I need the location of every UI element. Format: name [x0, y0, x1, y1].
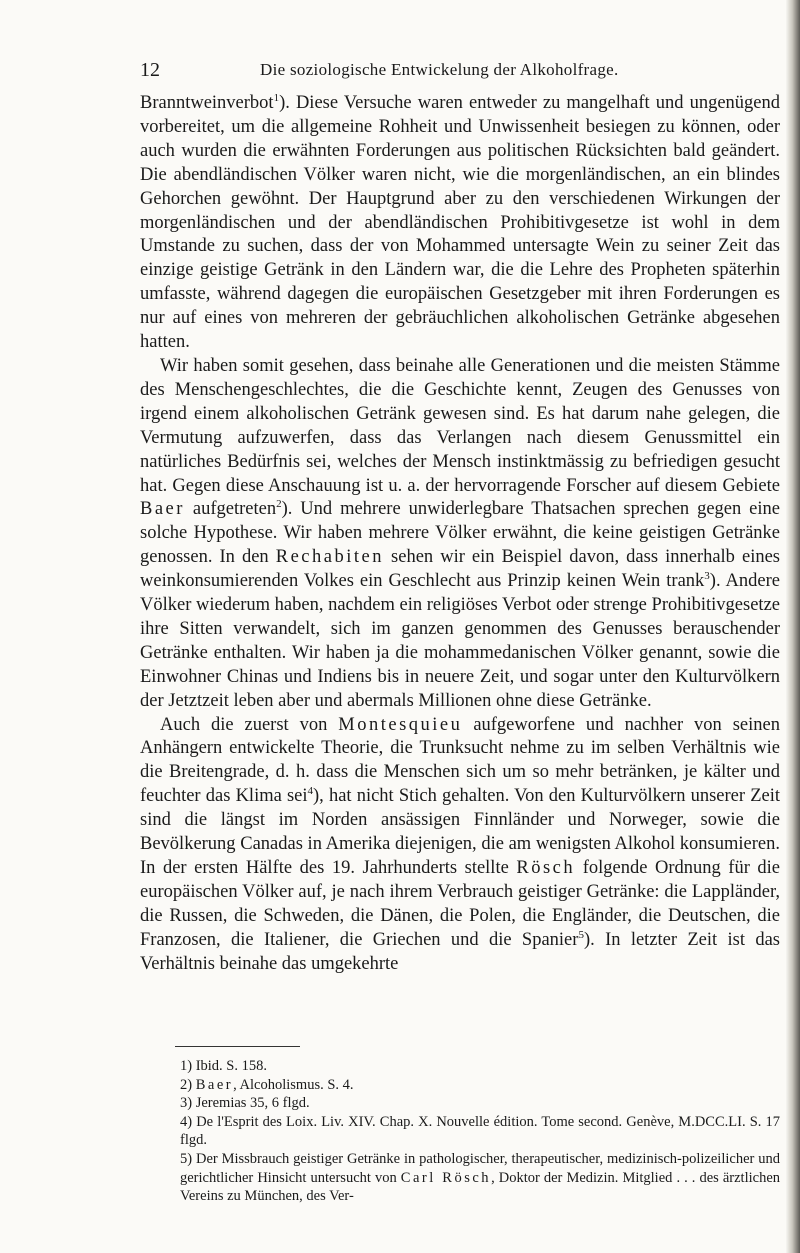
footnote: 2) Baer, Alcoholismus. S. 4. [180, 1076, 354, 1093]
footnote: 5) Der Missbrauch geistiger Getränke in pathologischer, therapeutischer, medizinisch-polizeilicher und gerichtlicher Hinsicht untersucht von Carl Rösch, Doktor der Medizin. Mitglied . . . des ärztlichen Vereins zu München, des Ver- [180, 1150, 781, 1205]
author-name: Baer [195, 1076, 234, 1093]
author-name: Rösch [516, 858, 576, 878]
author-name: Carl Rösch [400, 1169, 492, 1186]
footnote: 1) Ibid. S. 158. [180, 1058, 267, 1074]
page-edge-shadow [786, 0, 800, 1253]
footnote: 3) Jeremias 35, 6 flgd. [180, 1095, 310, 1112]
running-title: Die soziologische Entwickelung der Alkoholfrage. [260, 60, 619, 79]
footnote: 4) De l'Esprit des Loix. Liv. XIV. Chap. X. Nouvelle édition. Tome second. Genève, M.DCC.LI. S. 17 flgd. [180, 1113, 780, 1149]
page-number: 12 [140, 59, 160, 81]
paragraph: Branntweinverbot$^1$). Diese Versuche waren entweder zu mangelhaft und ungenügend vorbereitet, um die allgemeine Rohheit und Unwissenheit besiegen zu können, oder auch wurden die erwähnten Forderungen aus politischen Rücksichten bald geändert. Die abendländischen Völker waren nicht, wie die morgenländischen, an ein blindes Gehorchen gewöhnt. Der Hauptgrund aber zu den verschiedenen Wirkungen der morgenländischen und der abendländischen Prohibitivgesetze ist wohl in dem Umstande zu suchen, dass der von Mohammed untersagte Wein zu seiner Zeit das einzige geistige Getränk in den Ländern war, die die Lehre des Propheten späterhin umfasste, während dagegen die europäischen Gesetzgeber mit ihren Forderungen es nur auf eines von mehreren der gebräuchlichen alkoholischen Getränke abgesehen hatten. [140, 91, 780, 353]
footnote-divider [175, 1046, 300, 1047]
paragraph: Wir haben somit gesehen, dass beinahe alle Generationen und die meisten Stämme des Menschengeschlechtes, die die Geschichte kennt, Zeugen des Genusses von irgend einem alkoholischen Getränk gewesen sind. Es hat darum nahe gelegen, die Vermutung aufzuwerfen, dass das Verlangen nach diesem Genussmittel ein natürliches Bedürfnis sei, welches der Mensch instinktmässig zu befriedigen gesucht hat. Gegen diese Anschauung ist u. a. der hervorragende Forscher auf diesem Gebiete Baer aufgetreten$^2$). Und mehrere unwiderlegbare Thatsachen sprechen gegen eine solche Hypothese. Wir haben mehrere Völker erwähnt, die keine geistigen Getränke genossen. In den Rechabiten sehen wir ein Beispiel davon, dass innerhalb eines weinkonsumierenden Volkes ein Geschlecht aus Prinzip keinen Wein trank$^3$). Andere Völker wiederum haben, nachdem ein religiöses Verbot oder strenge Prohibitivgesetze ihre Sitten verwandelt, sich im ganzen genommen des Genusses berauschender Getränke enthalten. Wir haben ja die mohammedanischen Völker genannt, sowie die Einwohner Chinas und Indiens bis in neuere Zeit, und sogar unter den Kulturvölkern der Jetztzeit leben aber und abermals Millionen ohne diese Getränke. [140, 355, 781, 711]
footnote-ref: 4 [307, 785, 314, 798]
footnote-ref: 1 [273, 91, 280, 104]
footnote-ref: 5 [578, 928, 584, 941]
author-name: Baer [140, 499, 185, 520]
footnotes [140, 1057, 780, 1206]
footnote-ref: 3 [704, 569, 710, 582]
group-name: Rechabiten [275, 547, 384, 568]
footnote-ref: 2 [276, 498, 282, 511]
author-name: Montesquieu [338, 714, 463, 735]
page-header [140, 56, 700, 84]
paragraph: Auch die zuerst von Montesquieu aufgeworfene und nachher von seinen Anhängern entwickelte Theorie, die Trunksucht nehme zu im selben Verhältnis wie die Breitengrade, d. h. dass die Menschen sich um so mehr betränken, je kälter und feuchter das Klima sei$^4$), hat nicht Stich gehalten. Von den Kulturvölkern unserer Zeit sind die längst im Norden ansässigen Finnländer und Norweger, sowie die Bevölkerung Canadas in Amerika diejenigen, die am wenigsten Alkohol konsumieren. In der ersten Hälfte des 19. Jahrhunderts stellte Rösch folgende Ordnung für die europäischen Völker auf, je nach ihrem Verbrauch geistiger Getränke: die Lappländer, die Russen, die Schweden, die Dänen, die Polen, die Engländer, die Deutschen, die Franzosen, die Italiener, die Griechen und die Spanier$^5$). In letzter Zeit ist das Verhältnis beinahe das umgekehrte [140, 714, 781, 974]
main-text [140, 92, 780, 977]
